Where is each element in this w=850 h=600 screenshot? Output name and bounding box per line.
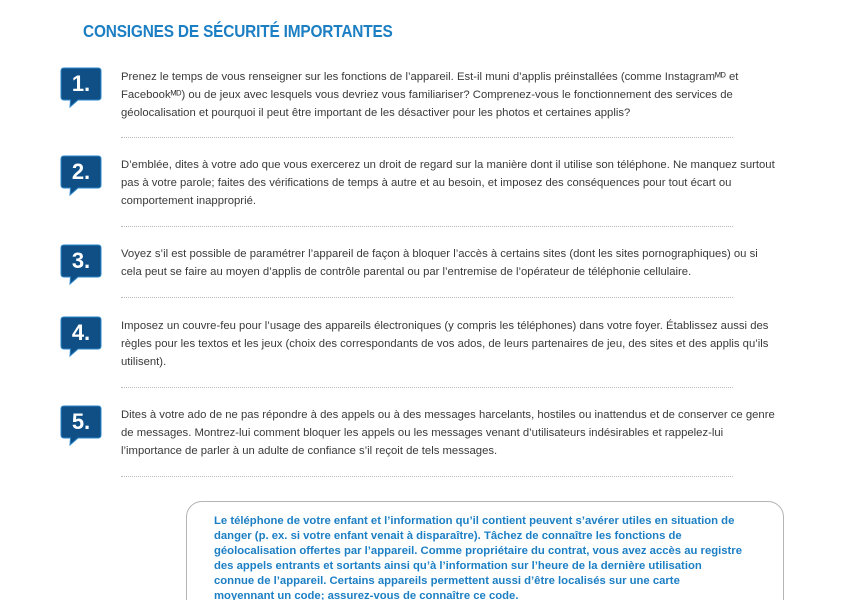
number-badge — [60, 243, 102, 284]
tip-number: 3. — [71, 248, 91, 273]
divider — [121, 137, 733, 138]
tip-number: 4. — [71, 320, 91, 345]
tip-text: D’emblée, dites à votre ado que vous exercerez un droit de regard sur la manière dont il utilise son téléphone. Ne manquez surtout pas à votre parole; faites des vérifications de temps à autre et au besoin, et imposez des conséquences pour tout écart ou comportement inapproprié. — [121, 159, 775, 207]
tip-text: Dites à votre ado de ne pas répondre à des appels ou à des messages harcelants, hostiles ou inattendus et de conserver ce genre de messages. Montrez-lui comment bloquer les appels ou les messages venant d’utilisateurs indésirables et rappelez-lui l’importance de parler à un adulte de confiance s’il reçoit de tels messages. — [121, 409, 775, 457]
number-badge — [60, 154, 102, 195]
tip-text: Imposez un couvre-feu pour l’usage des appareils électroniques (y compris les téléphones) dans votre foyer. Établissez aussi des règles pour les textos et les jeux (choix des correspondants de vos ados, de leurs partenaires de jeu, des sites et des applis qu’ils utilisent). — [121, 320, 769, 368]
page-title: CONSIGNES DE SÉCURITÉ IMPORTANTES — [83, 21, 393, 41]
divider — [121, 387, 733, 388]
callout-text: Le téléphone de votre enfant et l’information qu’il contient peuvent s’avérer utiles en situation de danger (p. ex. si votre enfant venait à disparaître). Tâchez de connaître les fonctions de géolocalisation offertes par l’appareil. Comme propriétaire du contrat, vous avez accès au registre des appels entrants et sortants ainsi qu’à l’information sur l’heure de la dernière utilisation connue de l’appareil. Certains appareils permettent aussi d’être localisés sur une carte moyennant un code; assurez-vous de connaître ce code. — [214, 515, 742, 600]
tip-number: 2. — [71, 159, 91, 184]
number-badge — [60, 315, 102, 356]
divider — [121, 226, 733, 227]
number-badge — [60, 404, 102, 445]
tip-number: 1. — [71, 71, 91, 96]
tip-text: Prenez le temps de vous renseigner sur les fonctions de l’appareil. Est-il muni d’applis préinstallées (comme Instagramᴹᴰ et Facebookᴹᴰ) ou de jeux avec lesquels vous devriez vous familiariser? Comprenez-vous le fonctionnement des services de géolocalisation et pourquoi il peut être important de les désactiver pour les photos et certaines applis? — [121, 71, 739, 119]
tip-number: 5. — [71, 409, 91, 434]
divider — [121, 476, 733, 477]
tip-text: Voyez s’il est possible de paramétrer l’appareil de façon à bloquer l’accès à certains sites (dont les sites pornographiques) ou si cela peut se faire au moyen d’applis de contrôle parental ou par l’entremise de l’opérateur de téléphonie cellulaire. — [121, 248, 758, 278]
info-callout-box — [186, 501, 784, 600]
divider — [121, 297, 733, 298]
number-badge — [60, 66, 102, 107]
